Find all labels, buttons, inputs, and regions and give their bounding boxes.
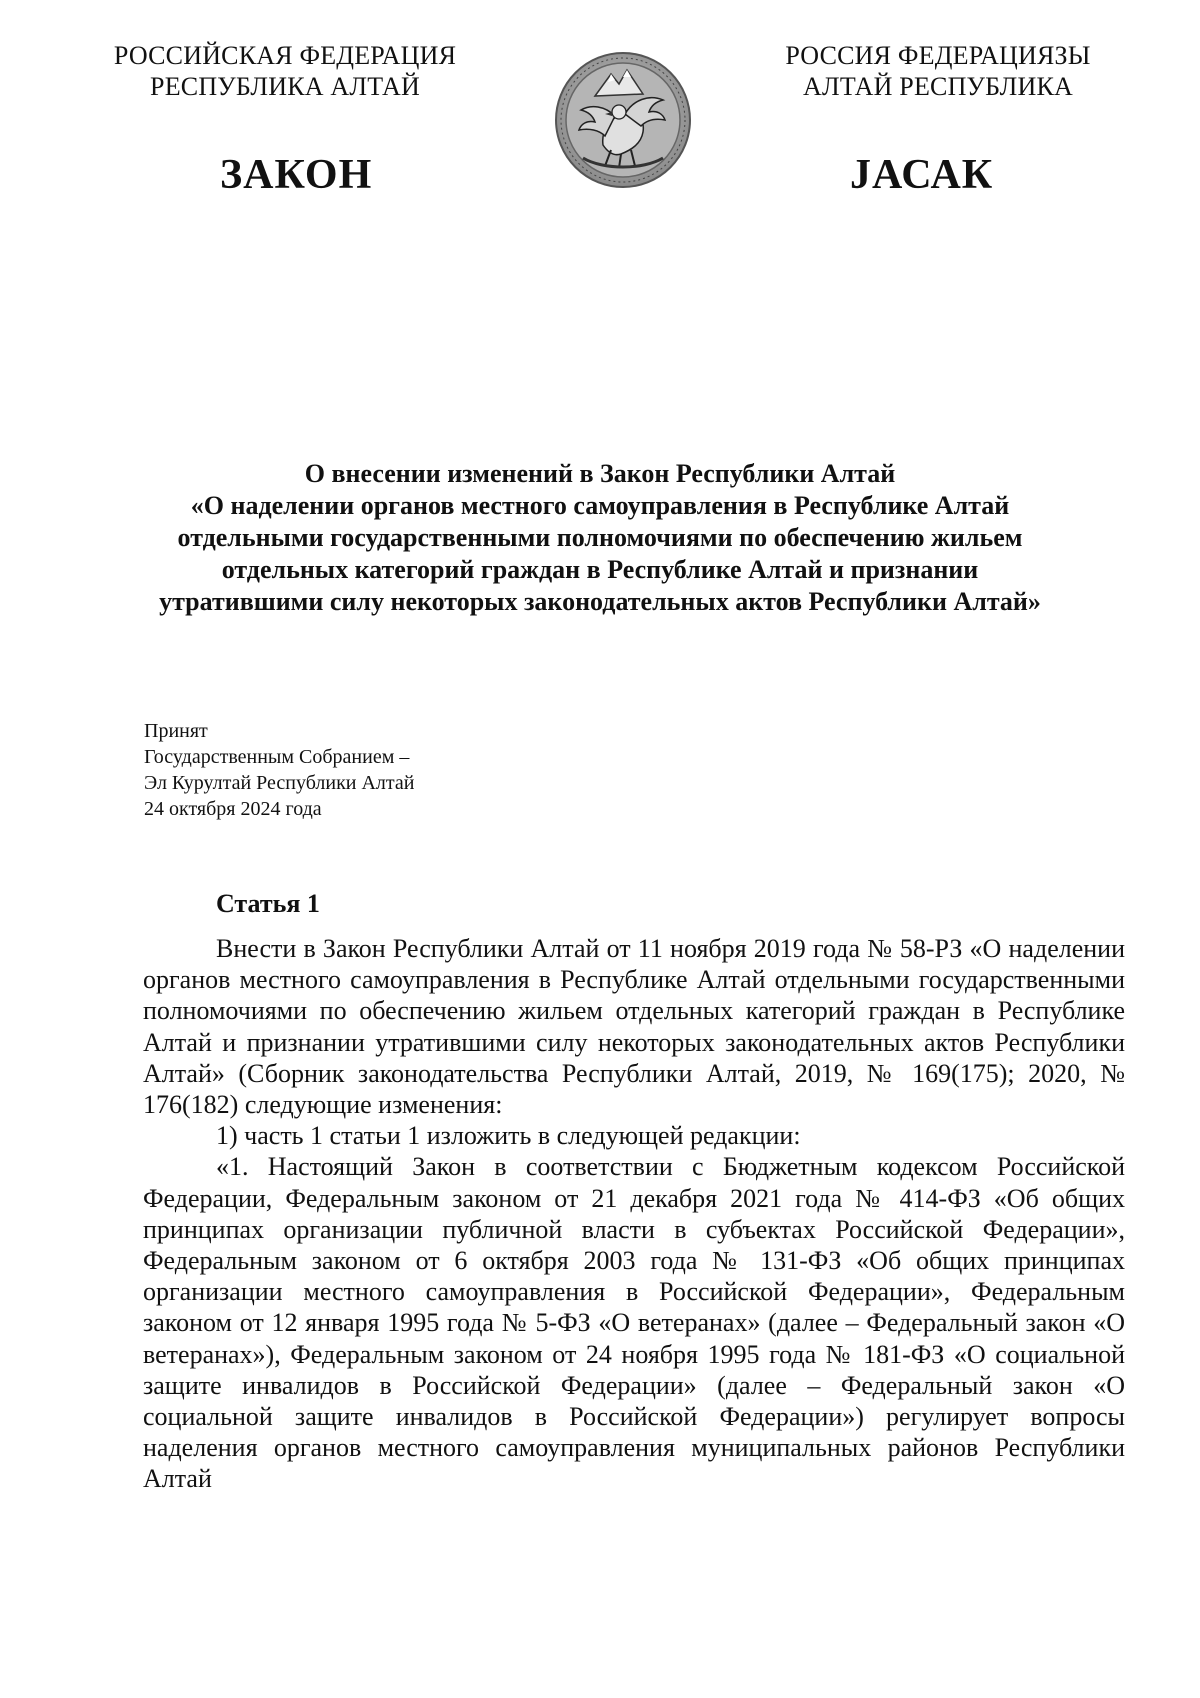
document-title-line: утратившими силу некоторых законодательных актов Республики Алтай» xyxy=(159,587,1041,616)
document-title xyxy=(100,458,1100,618)
document-title-line: отдельными государственными полномочиями по обеспечению жильем xyxy=(177,523,1023,552)
coat-of-arms-icon xyxy=(553,50,693,190)
adoption-label: Принят xyxy=(144,720,208,742)
article-heading: Статья 1 xyxy=(216,889,320,918)
header-right-block xyxy=(728,40,1148,102)
article-body xyxy=(143,933,1125,1495)
header-left-block xyxy=(75,40,495,102)
law-title-altai: JАСАК xyxy=(850,152,994,198)
document-title-line: «О наделении органов местного самоуправления в Республике Алтай xyxy=(190,491,1010,520)
republic-name-altai: АЛТАЙ РЕСПУБЛИКА xyxy=(803,72,1073,101)
document-title-line: О внесении изменений в Закон Республики Алтай xyxy=(304,459,896,488)
article-paragraph: «1. Настоящий Закон в соответствии с Бюджетным кодексом Российской Федерации, Федеральным законом от 21 декабря 2021 года № 414-ФЗ «Об общих принципах организации публичной власти в субъектах Российской Федерации», Федеральным законом от 6 октября 2003 года № 131-ФЗ «Об общих принципах организации местного самоуправления в Российской Федерации», Федеральным законом от 12 января 1995 года № 5-ФЗ «О ветеранах» (далее – Федеральный закон «О ветеранах»), Федеральным законом от 24 ноября 1995 года № 181-ФЗ «О социальной защите инвалидов в Российской Федерации» (далее – Федеральный закон «О социальной защите инвалидов в Российской Федерации») регулирует вопросы наделения органов местного самоуправления муниципальных районов Республики Алтай xyxy=(143,1152,1125,1494)
adoption-block xyxy=(144,718,414,822)
law-title-russian: ЗАКОН xyxy=(220,152,373,198)
republic-name-russian: РЕСПУБЛИКА АЛТАЙ xyxy=(150,72,420,101)
article-paragraph: 1) часть 1 статьи 1 изложить в следующей редакции: xyxy=(216,1121,801,1151)
country-name-russian: РОССИЙСКАЯ ФЕДЕРАЦИЯ xyxy=(113,41,457,70)
adoption-date: 24 октября 2024 года xyxy=(144,798,322,820)
country-name-altai: РОССИЯ ФЕДЕРАЦИЯЗЫ xyxy=(785,41,1091,70)
adoption-body-name: Эл Курултай Республики Алтай xyxy=(144,772,415,794)
adoption-body: Государственным Собранием – xyxy=(144,746,410,768)
document-title-line: отдельных категорий граждан в Республике Алтай и признании xyxy=(221,555,979,584)
article-paragraph: Внести в Закон Республики Алтай от 11 ноября 2019 года № 58-РЗ «О наделении органов местного самоуправления в Республике Алтай отдельными государственными полномочиями по обеспечению жильем отдельных категорий граждан в Республике Алтай и признании утратившими силу некоторых законодательных актов Республики Алтай» (Сборник законодательства Республики Алтай, 2019, № 169(175); 2020, № 176(182) следующие изменения: xyxy=(143,934,1125,1120)
